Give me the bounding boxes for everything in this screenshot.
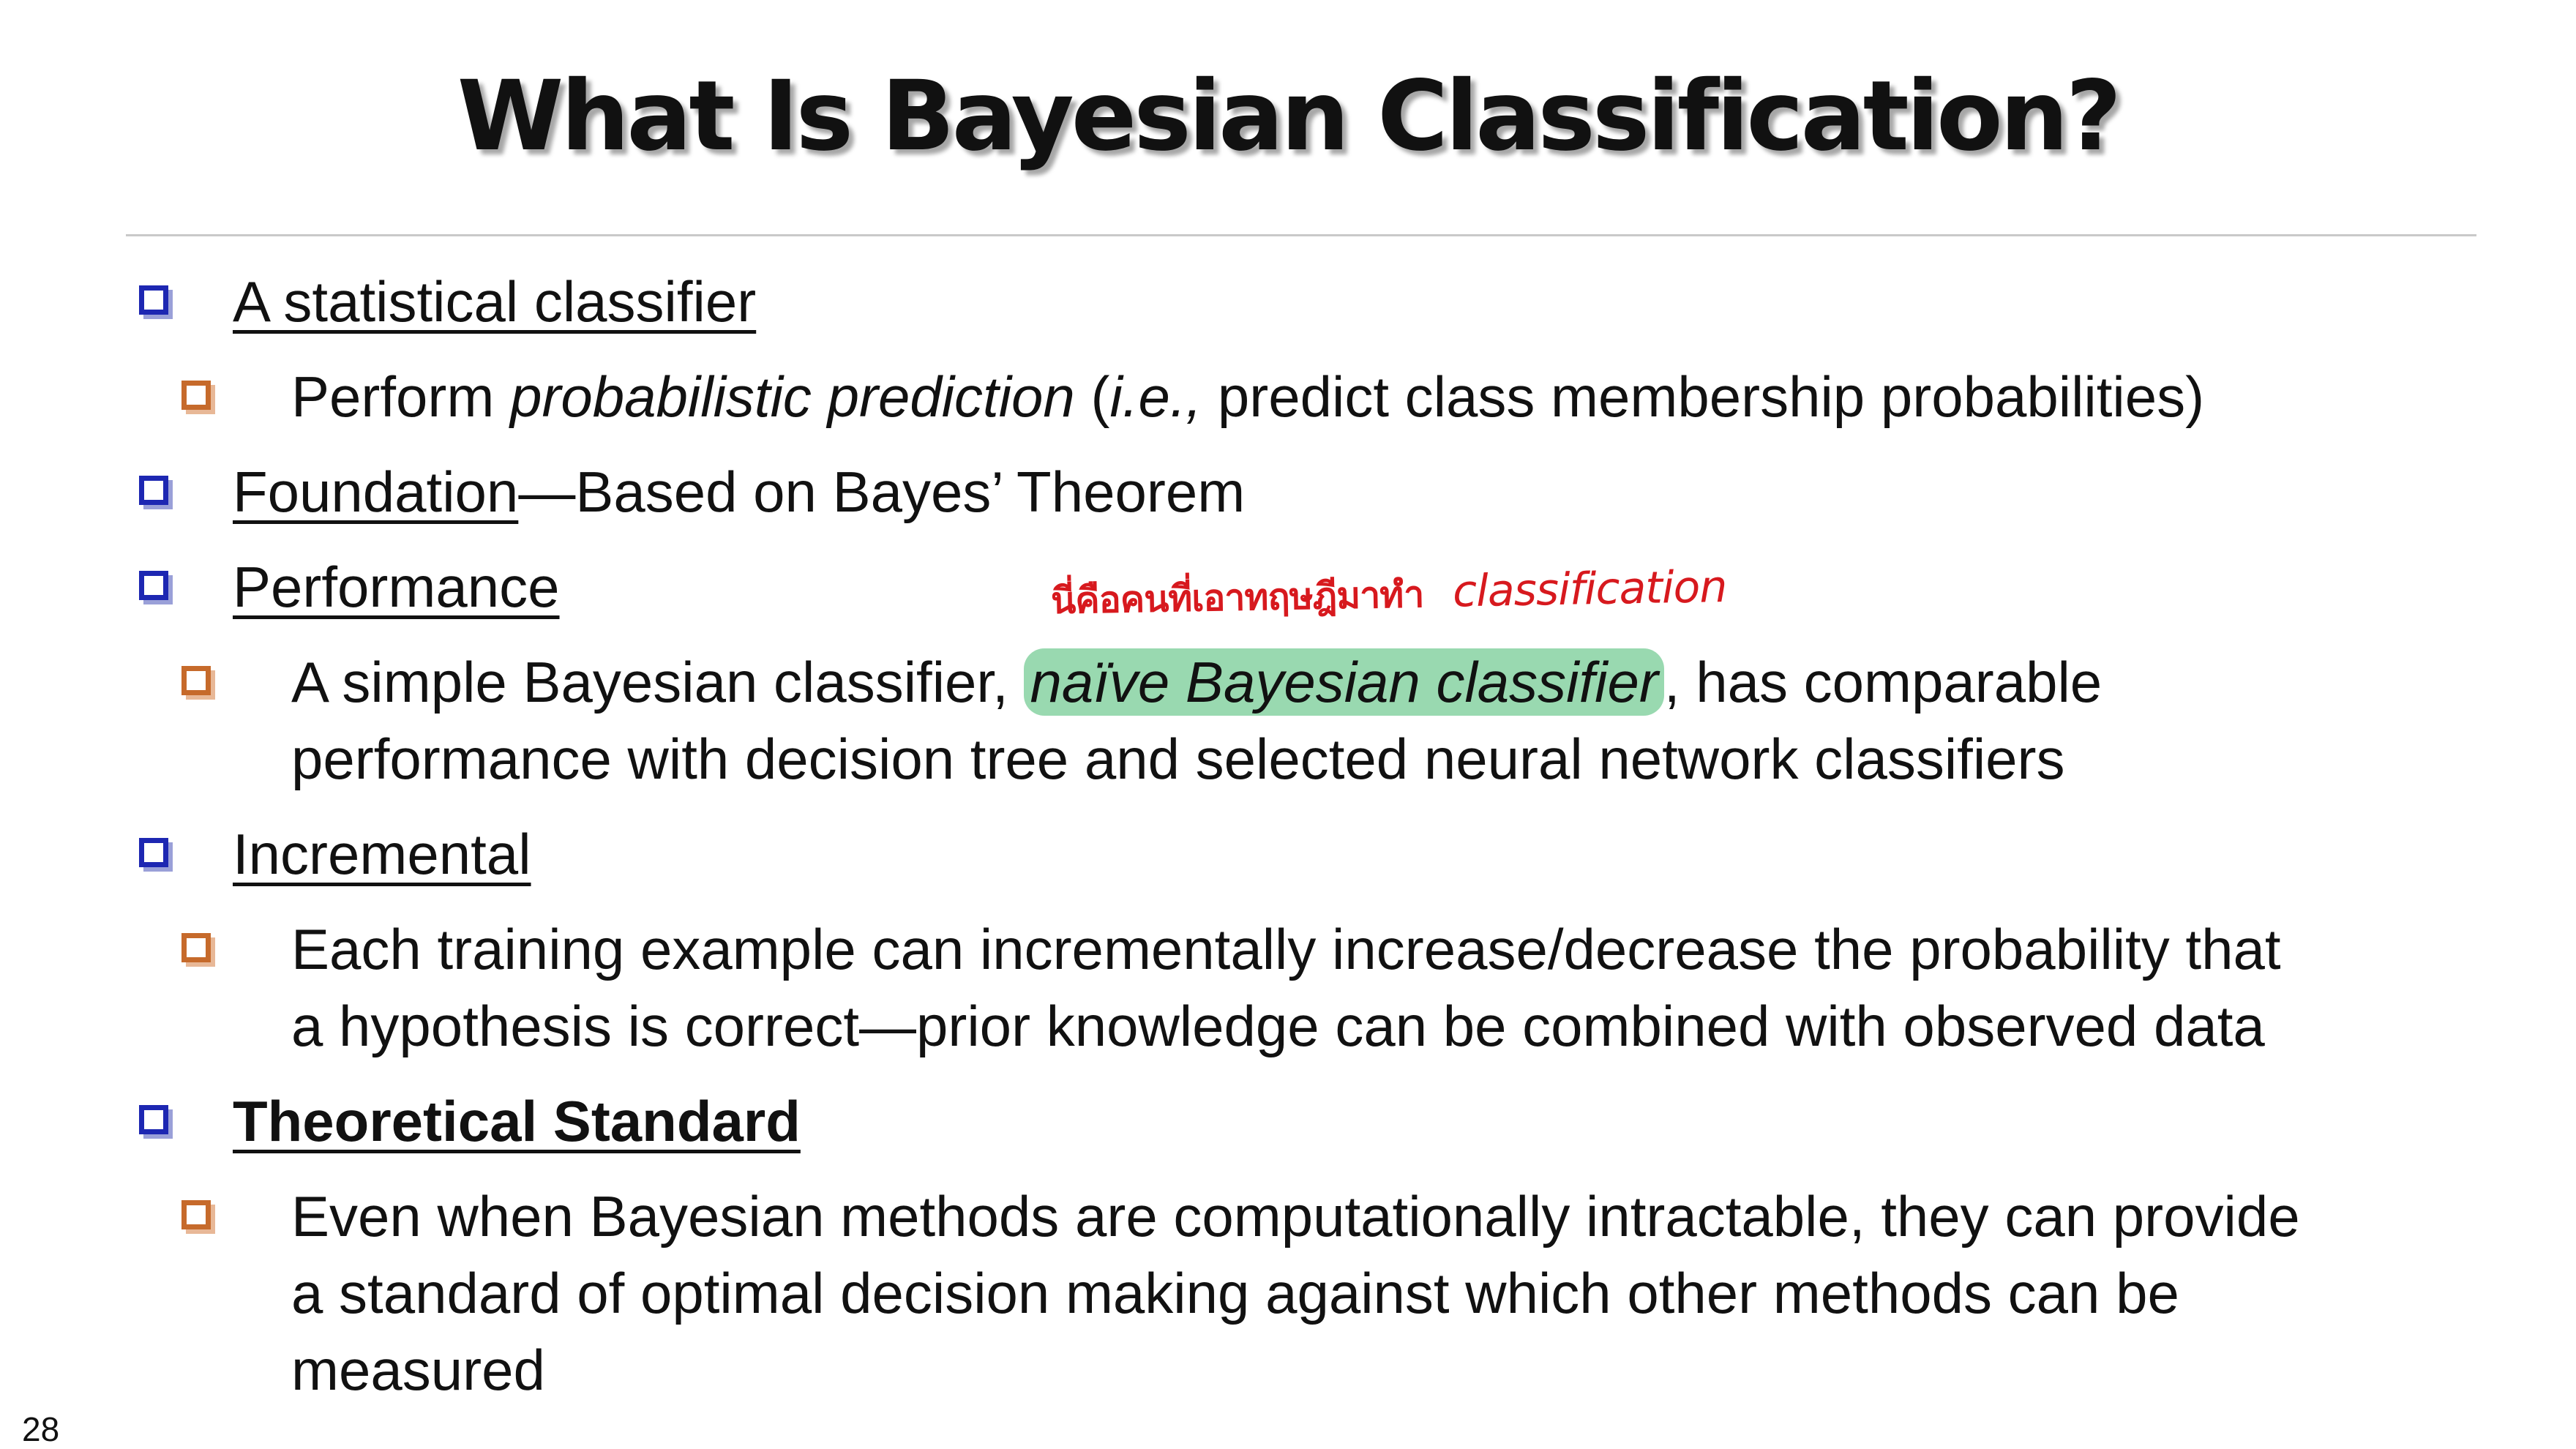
text-segment: Even when Bayesian methods are computationally intractable, they can provide [291,1184,2300,1248]
bullet-label: Performance [233,555,560,619]
bullet-label: Foundation [233,460,519,524]
annotation-thai: นี่คือคนที่เอาทฤษฎีมาทำ [1050,573,1424,623]
bullet-incremental [233,816,531,892]
handwritten-annotation [1050,561,1727,630]
text-segment: measured [291,1338,545,1402]
bullet-performance [233,549,560,625]
sub-bullet-intractable-cont2 [291,1332,545,1408]
text-segment: ( [1074,364,1110,429]
page-number: 28 [22,1410,60,1448]
bullet-label: Incremental [233,822,531,886]
sub-bullet-icon [181,381,211,410]
sub-bullet-intractable [291,1178,2300,1254]
bullet-icon [139,838,168,867]
highlighted-term: naïve Bayesian classifier [1024,648,1663,716]
text-segment: a standard of optimal decision making against which other methods can be [291,1261,2179,1325]
italic-ie: i.e., [1109,364,1202,429]
text-segment: a hypothesis is correct—prior knowledge can be combined with observed data [291,994,2265,1058]
text-segment: predict class membership probabilities) [1202,364,2205,429]
sub-bullet-icon [181,933,211,962]
bullet-label: Theoretical Standard [233,1089,801,1153]
text-segment: A simple Bayesian classifier, [291,650,1025,714]
italic-term: probabilistic prediction [510,364,1075,429]
annotation-english: classification [1452,561,1727,618]
sub-bullet-naive-bayes-cont [291,721,2065,797]
bullet-theoretical-standard [233,1083,801,1159]
bullet-icon [139,476,168,505]
sub-bullet-intractable-cont [291,1255,2179,1331]
text-segment: —Based on Bayes’ Theorem [518,460,1246,524]
text-segment: performance with decision tree and selected neural network classifiers [291,727,2065,791]
sub-bullet-icon [181,1200,211,1229]
slide-title: What Is Bayesian Classification? [457,60,2119,173]
text-segment: Perform [291,364,511,429]
title-divider [126,234,2476,236]
bullet-icon [139,571,168,600]
sub-bullet-probabilistic-prediction [291,359,2204,435]
sub-bullet-naive-bayes [291,644,2102,720]
bullet-foundation [233,454,1245,530]
text-segment: , has comparable [1663,650,2103,714]
bullet-label: A statistical classifier [233,269,757,334]
bullet-icon [139,1105,168,1134]
sub-bullet-training-example-cont [291,988,2265,1064]
bullet-statistical-classifier [233,263,756,340]
bullet-icon [139,285,168,315]
sub-bullet-training-example [291,911,2281,987]
text-segment: Each training example can incrementally increase/decrease the probability that [291,917,2281,981]
sub-bullet-icon [181,666,211,695]
